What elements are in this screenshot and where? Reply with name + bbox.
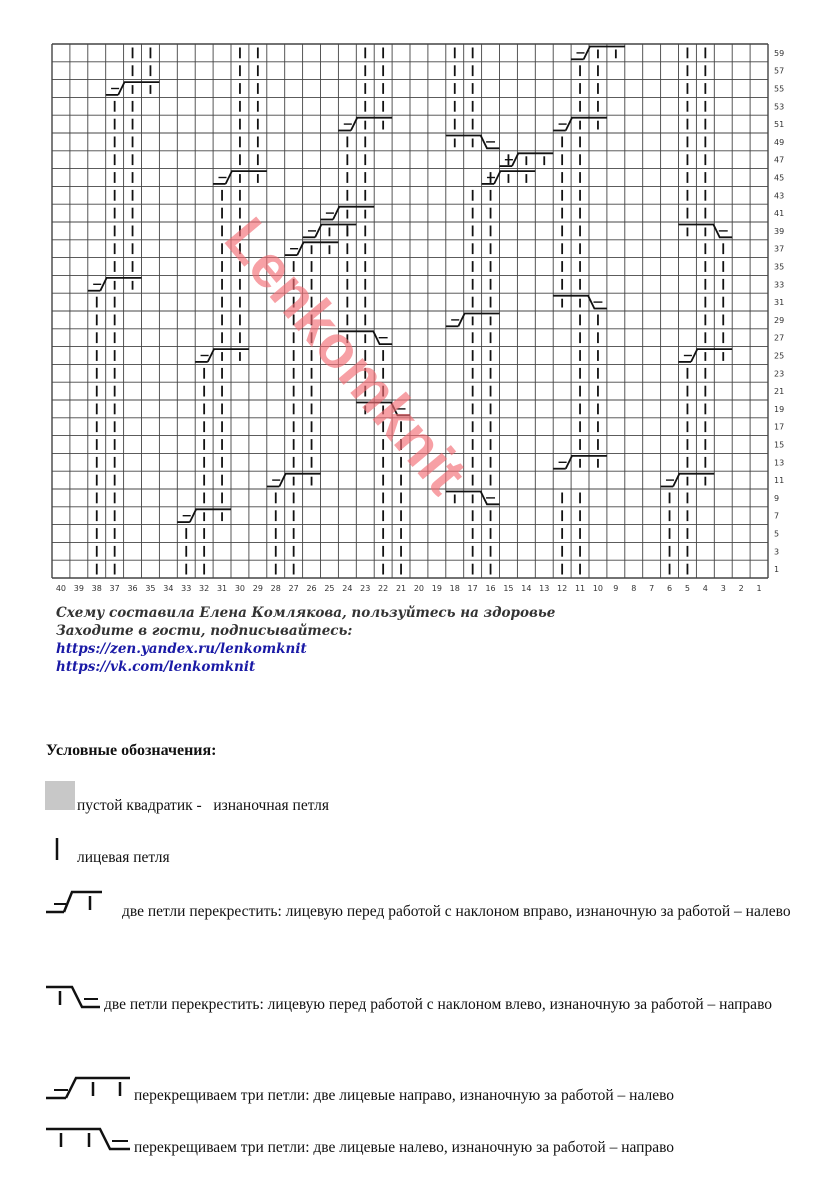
cross-right-mark <box>673 474 714 487</box>
column-label: 12 <box>557 584 568 593</box>
column-label: 21 <box>395 584 407 593</box>
column-label: 14 <box>521 584 532 593</box>
column-label: 2 <box>738 584 744 593</box>
cross-right-mark <box>226 171 267 184</box>
row-label: 29 <box>774 315 785 325</box>
legend-item-cross-left-3 <box>134 1136 814 1160</box>
row-label: 39 <box>774 226 785 236</box>
column-label: 16 <box>485 584 496 593</box>
column-label: 1 <box>756 584 762 593</box>
column-label: 10 <box>592 584 604 593</box>
cross-right-mark <box>190 509 231 522</box>
cross-right-mark <box>691 349 732 362</box>
column-label: 3 <box>720 584 726 593</box>
column-label: 26 <box>306 584 317 593</box>
row-label: 13 <box>774 458 785 468</box>
row-label: 15 <box>774 440 785 450</box>
column-label: 38 <box>91 584 102 593</box>
column-label: 29 <box>252 584 263 593</box>
row-label: 17 <box>774 422 785 432</box>
row-label: 23 <box>774 369 785 379</box>
row-label: 27 <box>774 333 785 343</box>
legend-text: пустой квадратик - изнаночная петля <box>77 797 329 814</box>
row-label: 49 <box>774 137 785 147</box>
row-label: 55 <box>774 84 785 94</box>
column-label: 36 <box>127 584 138 593</box>
row-label: 35 <box>774 262 785 272</box>
cross-right-mark <box>333 207 374 220</box>
chart-grid <box>52 44 768 578</box>
legend-item-knit <box>77 846 477 870</box>
row-label: 9 <box>774 493 780 503</box>
row-label: 47 <box>774 155 785 165</box>
column-label: 18 <box>449 584 460 593</box>
column-label: 23 <box>360 584 371 593</box>
knit-stitch-icon <box>52 836 62 862</box>
column-label: 8 <box>631 584 637 593</box>
column-label: 34 <box>163 584 174 593</box>
row-label: 21 <box>774 387 785 397</box>
row-label: 31 <box>774 298 785 308</box>
cross-right-mark <box>494 171 535 184</box>
cross-right-mark <box>118 82 159 95</box>
cross-right-mark <box>100 278 141 291</box>
author-caption <box>56 604 555 676</box>
column-label: 11 <box>574 584 586 593</box>
cross-right-mark <box>315 225 356 238</box>
row-label: 3 <box>774 547 780 557</box>
cross-right-mark <box>351 118 392 131</box>
legend-text: перекрещиваем три петли: две лицевые направо, изнаночную за работой – налево <box>134 1087 675 1104</box>
legend-text: лицевая петля <box>77 849 170 866</box>
legend-item-cross-right-2 <box>46 900 796 924</box>
column-label: 24 <box>342 584 353 593</box>
legend-item-purl <box>77 794 477 818</box>
column-label: 33 <box>181 584 192 593</box>
legend-item-cross-right-3 <box>134 1084 814 1108</box>
vk-link[interactable]: https://vk.com/lenkomknit <box>56 659 256 675</box>
cross-right-mark <box>512 153 553 166</box>
column-label: 30 <box>234 584 246 593</box>
cross-right-mark <box>584 47 625 60</box>
purl-square-icon <box>45 781 75 810</box>
column-label: 5 <box>684 584 690 593</box>
row-label: 11 <box>774 476 785 486</box>
caption-line-1: Схему составила Елена Комлякова, пользуйтесь на здоровье <box>56 605 556 621</box>
row-label: 51 <box>774 120 785 130</box>
row-label: 19 <box>774 404 785 414</box>
cross-right-mark <box>208 349 249 362</box>
column-label: 20 <box>413 584 425 593</box>
column-labels <box>56 584 762 593</box>
zen-link[interactable]: https://zen.yandex.ru/lenkomknit <box>56 641 307 657</box>
column-label: 39 <box>73 584 84 593</box>
row-label: 7 <box>774 511 780 521</box>
column-label: 25 <box>324 584 335 593</box>
row-label: 57 <box>774 66 785 76</box>
column-label: 40 <box>55 584 67 593</box>
column-label: 31 <box>216 584 228 593</box>
column-label: 32 <box>199 584 210 593</box>
row-label: 1 <box>774 565 780 575</box>
column-label: 17 <box>467 584 478 593</box>
row-label: 41 <box>774 209 785 219</box>
cross-right-mark <box>566 456 607 469</box>
column-label: 15 <box>503 584 514 593</box>
cross-right-mark <box>279 474 320 487</box>
column-label: 19 <box>431 584 442 593</box>
cross-right-3-icon <box>44 1074 132 1100</box>
column-label: 6 <box>667 584 673 593</box>
column-label: 13 <box>539 584 550 593</box>
caption-line-2: Заходите в гости, подписывайтесь: <box>56 623 353 639</box>
row-label: 25 <box>774 351 785 361</box>
row-label: 37 <box>774 244 785 254</box>
legend-item-cross-left-2 <box>46 993 796 1017</box>
column-label: 22 <box>378 584 389 593</box>
row-label: 59 <box>774 48 785 58</box>
watermark: Lenkomknit <box>212 205 480 507</box>
column-label: 7 <box>649 584 655 593</box>
legend-text: две петли перекрестить: лицевую перед работой с наклоном вправо, изнаночную за работой – налево <box>122 903 791 920</box>
legend-text: две петли перекрестить: лицевую перед работой с наклоном влево, изнаночную за работой – направо <box>104 996 773 1013</box>
legend-title: Условные обозначения: <box>46 742 217 759</box>
row-labels <box>774 49 784 574</box>
column-label: 28 <box>270 584 281 593</box>
row-label: 33 <box>774 280 785 290</box>
legend-text: перекрещиваем три петли: две лицевые налево, изнаночную за работой – направо <box>134 1139 675 1156</box>
cross-left-3-icon <box>44 1125 132 1151</box>
column-label: 4 <box>702 584 708 593</box>
column-label: 35 <box>145 584 156 593</box>
cross-right-mark <box>458 314 499 327</box>
column-label: 9 <box>613 584 619 593</box>
column-label: 27 <box>288 584 299 593</box>
cross-right-mark <box>566 118 607 131</box>
row-label: 5 <box>774 529 780 539</box>
row-label: 43 <box>774 191 785 201</box>
row-label: 53 <box>774 102 785 112</box>
row-label: 45 <box>774 173 785 183</box>
column-label: 37 <box>109 584 120 593</box>
